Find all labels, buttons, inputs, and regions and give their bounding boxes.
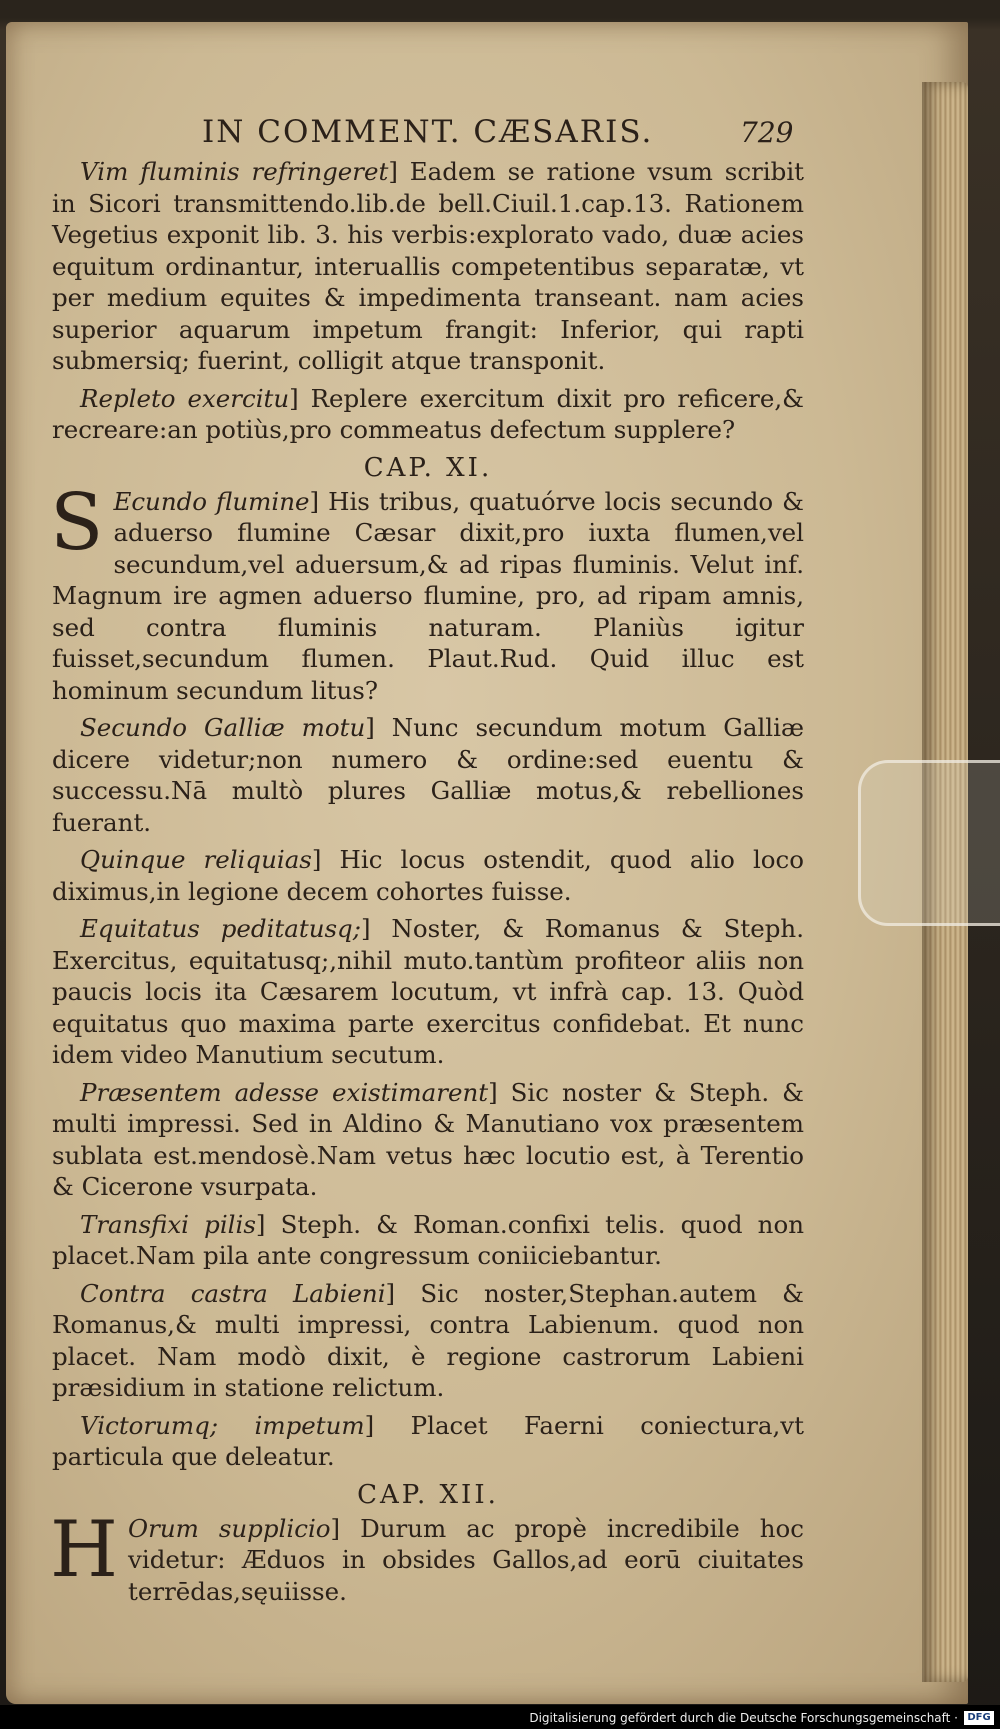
drop-cap: H [50, 1504, 119, 1595]
entry-text: ] Hic locus ostendit, quod alio loco diximus,in legione decem cohortes fuisse. [52, 845, 804, 906]
entry-text: ] Sic noster & Steph. & multi impressi. Sed in Aldino & Manutiano vox præsentem sublata est.mendosè.Nam vetus hæc locutio est, à Terentio & Cicerone vsurpata. [52, 1077, 804, 1201]
drop-cap: S [50, 477, 104, 568]
entry-lemma: Victorumq; impetum [80, 1410, 365, 1440]
commentary-entry [52, 844, 804, 907]
commentary-entry [52, 1209, 804, 1272]
commentary-entry [52, 156, 804, 377]
entry-lemma: Secundo Galliæ motu [80, 713, 366, 742]
entry-lemma: Vim fluminis refringeret [80, 157, 389, 186]
entry-lemma: Quinque reliquias [80, 845, 312, 874]
commentary-body [52, 156, 804, 1613]
entry-text: ] Replere exercitum dixit pro reficere,& recreare:an potiùs,pro commeatus defectum supplere? [52, 383, 804, 444]
page-header [52, 52, 804, 150]
chapter-heading-xii: CAP. XII. [357, 1479, 499, 1510]
entry-lemma: Contra castra Labieni [80, 1278, 386, 1308]
entry-lemma: Equitatus peditatusq; [80, 914, 361, 943]
book-page [6, 22, 968, 1704]
commentary-entry [52, 712, 804, 838]
chapter-opening-entry [50, 1504, 805, 1608]
entry-text: ] Steph. & Roman.confixi telis. quod non placet.Nam pila ante congressum coniiciebantur. [52, 1209, 804, 1270]
commentary-entry [52, 1077, 804, 1203]
running-title: IN COMMENT. CÆSARIS. [202, 114, 654, 150]
commentary-entry [52, 1278, 804, 1404]
entry-text: ] Durum ac propè incredibile hoc videtur: Æduos in obsides Gallos,ad eorū ciuitates terrēdas,sęuiisse. [128, 1513, 805, 1606]
entry-lemma: Orum supplicio [128, 1513, 331, 1543]
page-number: 729 [740, 116, 794, 149]
chapter-heading-xi: CAP. XI. [363, 452, 493, 483]
dfg-logo: DFG [964, 1711, 994, 1725]
commentary-entry [52, 913, 804, 1071]
entry-lemma: Ecundo flumine [113, 486, 310, 516]
entry-text: ] His tribus, quatuórve locis secundo & aduerso flumine Cæsar dixit,pro iuxta flumen,vel secundum,vel aduersum,& ad ripas fluminis. Velut inf. Magnum ire agmen aduerso flumine, pro, ad ripam amnis, sed contra fluminis naturam. Planiùs igitur fuisset,secundum flumen. Plaut.Rud. Quid illuc est hominum secundum litus? [52, 486, 804, 705]
entry-lemma: Repleto exercitu [80, 383, 290, 413]
commentary-entry [52, 1410, 804, 1473]
commentary-entry [52, 383, 804, 446]
entry-text: ] Placet Faerni coniectura,vt particula que deleatur. [52, 1410, 804, 1471]
entry-text: ] Eadem se ratione vsum scribit in Sicori transmittendo.lib.de bell.Ciuil.1.cap.13. Rationem Vegetius exponit lib. 3. his verbis:explorato vado, duæ acies equitum ordinantur, interuallis competentibus separatæ, vt per medium equites & impedimenta transeant. nam acies superior aquarum impetum frangit: Inferior, qui rapti submersiq; fuerint, colligit atque transponit. [52, 157, 805, 375]
text-column [50, 52, 805, 1606]
entry-text: ] Sic noster,Stephan.autem & Romanus,& multi impressi, contra Labienum. quod non placet. Nam modò dixit, è regione castrorum Labieni præsidium in statione relictum. [52, 1278, 804, 1402]
chapter-opening-entry [50, 477, 804, 707]
entry-text: ] Noster, & Romanus & Steph. Exercitus, equitatusq;,nihil muto.tantùm profiteor aliis non paucis locis ita Cæsarem locutum, vt infrà cap. 13. Quòd equitatus quo maxima parte exercitus confidebat. Et nunc idem video Manutium secutum. [52, 914, 804, 1069]
entry-lemma: Præsentem adesse existimarent [80, 1077, 489, 1107]
entry-lemma: Transfixi pilis [80, 1209, 256, 1239]
funding-credit: Digitalisierung gefördert durch die Deutsche Forschungsgemeinschaft · [529, 1711, 958, 1725]
footer-strip [0, 1705, 1000, 1729]
bookmark-clip [858, 760, 1000, 926]
entry-text: ] Nunc secundum motum Galliæ dicere videtur;non numero & ordine:sed euentu & successu.Nā multò plures Galliæ motus,& rebelliones fuerant. [52, 713, 804, 837]
